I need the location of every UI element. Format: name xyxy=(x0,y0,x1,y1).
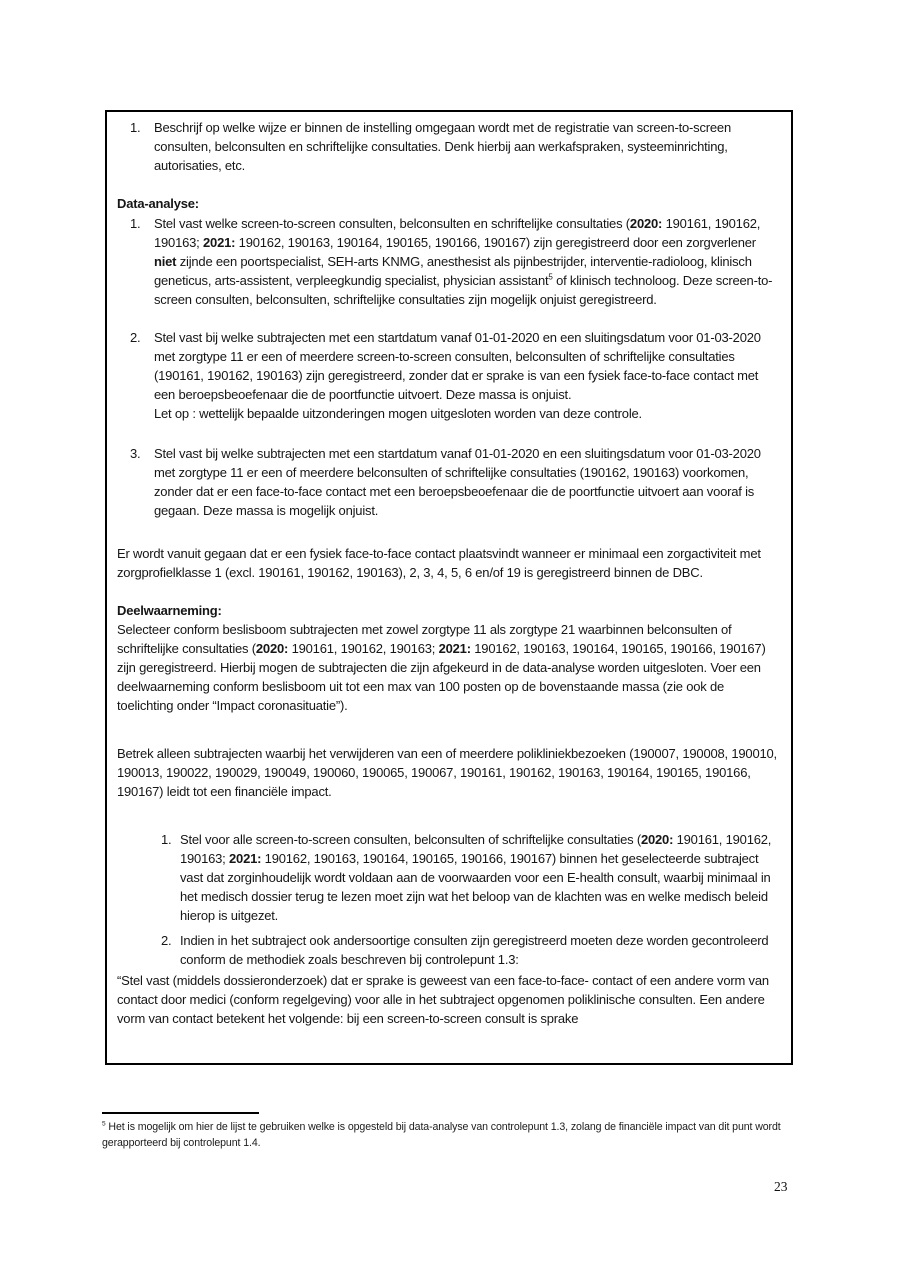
data-analyse-list xyxy=(117,214,779,520)
list-item-text: Stel vast welke screen-to-screen consulten, belconsulten en schriftelijke consultaties (2020: 190161, 190162, 190163; 2021: 190162, 190163, 190164, 190165, 190166, 190167) zijn geregistreerd door een zorgverlener niet zijnde een poortspecialist, SEH-arts KNMG, anesthesist als pijnbestrijder, interventie-radioloog, klinisch geneticus, arts-assistent, verpleegkundig specialist, physician assistant$^5$ of klinisch technoloog. Deze screen-to-screen consulten, belconsulten, schriftelijke consultaties zijn mogelijk onjuist geregistreerd. xyxy=(154,216,773,307)
fysiek-contact-note: Er wordt vanuit gegaan dat er een fysiek face-to-face contact plaatsvindt wanneer er minimaal een zorgactiviteit met zorgprofielklasse 1 (excl. 190161, 190162, 190163), 2, 3, 4, 5, 6 en/of 19 is geregistreerd binnen de DBC. xyxy=(117,546,761,580)
deelwaarneming-steps-list xyxy=(161,830,779,969)
list-item-number: 2. xyxy=(130,330,141,345)
list-item xyxy=(117,444,779,520)
data-analyse-heading: Data-analyse: xyxy=(117,196,199,211)
deelwaarneming-heading: Deelwaarneming: xyxy=(117,603,222,618)
list-item xyxy=(161,830,779,925)
intro-list xyxy=(117,118,779,175)
footnote-text: $^5$ Het is mogelijk om hier de lijst te gebruiken welke is opgesteld bij data-analyse van controlepunt 1.3, zolang de financiële impact van dit punt wordt gerapporteerd bij controlepunt 1.4. xyxy=(102,1120,781,1149)
list-item-text: Beschrijf op welke wijze er binnen de instelling omgegaan wordt met de registratie van screen-to-screen consulten, belconsulten en schriftelijke consultaties. Denk hierbij aan werkafspraken, systeeminrichting, autorisaties, etc. xyxy=(154,120,731,173)
quote-paragraph: “Stel vast (middels dossieronderzoek) dat er sprake is geweest van een face-to-face- contact of een andere vorm van contact door medici (conform regelgeving) voor alle in het subtraject opgenomen poliklinische consulten. Een andere vorm van contact betekent het volgende: bij een screen-to-screen consult is sprake xyxy=(117,973,769,1026)
list-item-text: Indien in het subtraject ook andersoortige consulten zijn geregistreerd moeten deze worden gecontroleerd conform de methodiek zoals beschreven bij controlepunt 1.3: xyxy=(180,933,769,967)
list-item-text: Stel vast bij welke subtrajecten met een startdatum vanaf 01-01-2020 en een sluitingsdatum voor 01-03-2020 met zorgtype 11 er een of meerdere screen-to-screen consulten, belconsulten of schriftelijke consultaties (190161, 190162, 190163) zijn geregistreerd, zonder dat er sprake is van een fysiek face-to-face contact met een beroepsbeoefenaar die de poortfunctie uitvoert. Deze massa is onjuist. Let op : wettelijk bepaalde uitzonderingen mogen uitgesloten worden van deze controle. xyxy=(154,330,761,421)
list-item-number: 3. xyxy=(130,446,141,461)
deelwaarneming-paragraph: Selecteer conform beslisboom subtrajecten met zowel zorgtype 11 als zorgtype 21 waarbinnen belconsulten of schriftelijke consultaties (2020: 190161, 190162, 190163; 2021: 190162, 190163, 190164, 190165, 190166, 190167) zijn geregistreerd. Hierbij mogen de subtrajecten die zijn afgekeurd in de data-analyse worden uitgesloten. Voer een deelwaarneming conform beslisboom uit tot een max van 100 posten op de bovenstaande massa (zie ook de toelichting onder “Impact coronasituatie”). xyxy=(117,622,766,713)
page-number: 23 xyxy=(774,1179,788,1194)
list-item-number: 2. xyxy=(161,933,172,948)
footnote-divider xyxy=(102,1112,259,1114)
list-item xyxy=(117,118,779,175)
list-item-text: Stel voor alle screen-to-screen consulten, belconsulten of schriftelijke consultaties (2020: 190161, 190162, 190163; 2021: 190162, 190163, 190164, 190165, 190166, 190167) binnen het geselecteerde subtraject vast dat zorginhoudelijk wordt voldaan aan de voorwaarden voor een E-health consult, waarbij minimaal in het medisch dossier terug te lezen moet zijn wat het beloop van de klachten was en welke medisch beleid hierop is uitgezet. xyxy=(180,832,772,923)
control-point-text-box xyxy=(105,110,793,1065)
list-item-number: 1. xyxy=(161,832,172,847)
list-item xyxy=(161,931,779,969)
list-item-number: 1. xyxy=(130,216,141,231)
list-item-text: Stel vast bij welke subtrajecten met een startdatum vanaf 01-01-2020 en een sluitingsdatum voor 01-03-2020 met zorgtype 11 er een of meerdere belconsulten of schriftelijke consultaties (190162, 190163) voorkomen, zonder dat er een face-to-face contact met een beroepsbeoefenaar die de poortfunctie uitvoert aan vooraf is gegaan. Deze massa is mogelijk onjuist. xyxy=(154,446,761,518)
betrek-paragraph: Betrek alleen subtrajecten waarbij het verwijderen van een of meerdere polikliniekbezoeken (190007, 190008, 190010, 190013, 190022, 190029, 190049, 190060, 190065, 190067, 190161, 190162, 190163, 190164, 190165, 190166, 190167) leidt tot een financiële impact. xyxy=(117,746,777,799)
list-item-number: 1. xyxy=(130,120,141,135)
list-item xyxy=(117,328,779,423)
list-item xyxy=(117,214,779,309)
